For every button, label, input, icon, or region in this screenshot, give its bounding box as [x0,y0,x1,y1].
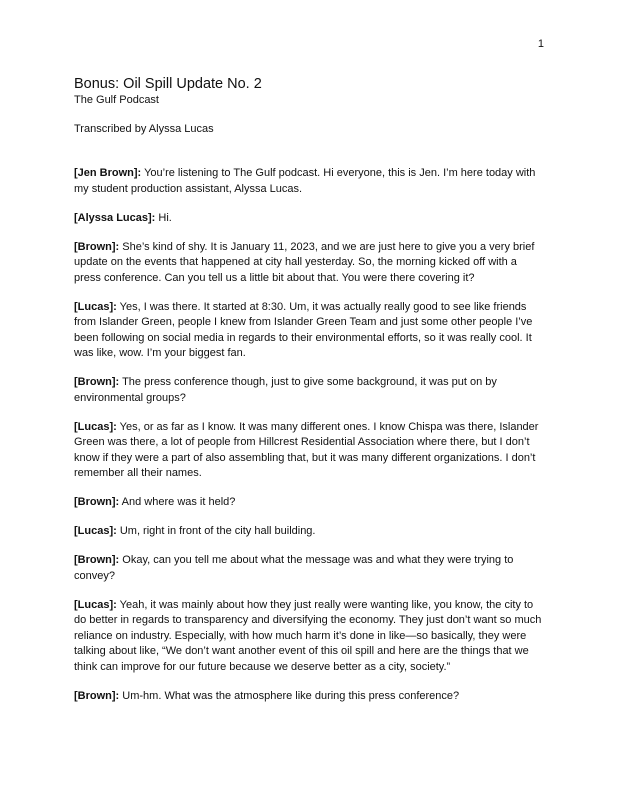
transcript-paragraph [74,420,546,482]
speaker-label: [Brown]: [74,554,120,566]
speaker-label: [Brown]: [74,496,120,508]
paragraph-text: Yes, or as far as I know. It was many different ones. I know Chispa was there, Islander Green was there, a lot of people from Hillcrest Residential Association where there, but I don’t know if they were a part of also assembling that, but it was many different organizations. I don’t remember all their names. [74,420,539,479]
transcript-paragraph [74,689,546,705]
speaker-label: [Lucas]: [74,525,117,537]
speaker-label: [Lucas]: [74,598,117,611]
paragraph-text: Hi. [155,211,172,224]
paragraph-text: Um-hm. What was the atmosphere like during this press conference? [119,689,460,702]
transcript-paragraph [74,553,546,584]
paragraph-text: Okay, can you tell me about what the message was and what they were trying to convey? [74,554,514,582]
speaker-label: [Brown]: [74,376,120,388]
page-number: 1 [537,38,544,50]
transcript [74,166,546,718]
transcript-paragraph [74,300,546,362]
speaker-label: [Jen Brown]: [74,167,142,179]
transcript-paragraph [74,524,546,540]
transcriber-credit: Transcribed by Alyssa Lucas [74,123,214,135]
speaker-label: [Brown]: [74,240,120,253]
transcript-paragraph [74,166,546,197]
transcript-paragraph [74,598,546,676]
document-header [74,76,554,137]
document-title: Bonus: Oil Spill Update No. 2 [74,76,262,92]
paragraph-text: Yes, I was there. It started at 8:30. Um, it was actually really good to see like friends from Islander Green, people I knew from Islander Green Team and just some other people I’ve been following on social media in regards to their environmental efforts, so it was really cool. It was like, wow. I’m your biggest fan. [74,300,533,359]
transcript-paragraph [74,240,546,287]
transcript-paragraph [74,211,546,227]
transcript-paragraph [74,495,546,511]
paragraph-text: Um, right in front of the city hall building. [116,525,316,537]
paragraph-text: And where was it held? [119,496,236,508]
paragraph-text: You’re listening to The Gulf podcast. Hi everyone, this is Jen. I’m here today with my student production assistant, Alyssa Lucas. [74,167,536,195]
paragraph-text: The press conference though, just to give some background, it was put on by environmental groups? [74,376,497,404]
document-subtitle: The Gulf Podcast [74,94,159,106]
speaker-label: [Brown]: [74,689,120,702]
speaker-label: [Lucas]: [74,300,117,313]
speaker-label: [Lucas]: [74,420,117,433]
paragraph-text: She’s kind of shy. It is January 11, 2023, and we are just here to give you a very brief update on the events that happened at city hall yesterday. So, the morning kicked off with a press conference. Can you tell us a little bit about that. You were there covering it? [74,240,535,284]
paragraph-text: Yeah, it was mainly about how they just really were wanting like, you know, the city to do better in regards to transparency and diversifying the economy. They just don’t want so much reliance on industry. Especially, with how much harm it’s done in like—so basically, they were talking about like, “We don’t want another event of this oil spill and here are the things that we think can improve for our future because we deserve better as a city, society.” [74,598,542,673]
transcript-paragraph [74,375,546,406]
speaker-label: [Alyssa Lucas]: [74,211,156,224]
